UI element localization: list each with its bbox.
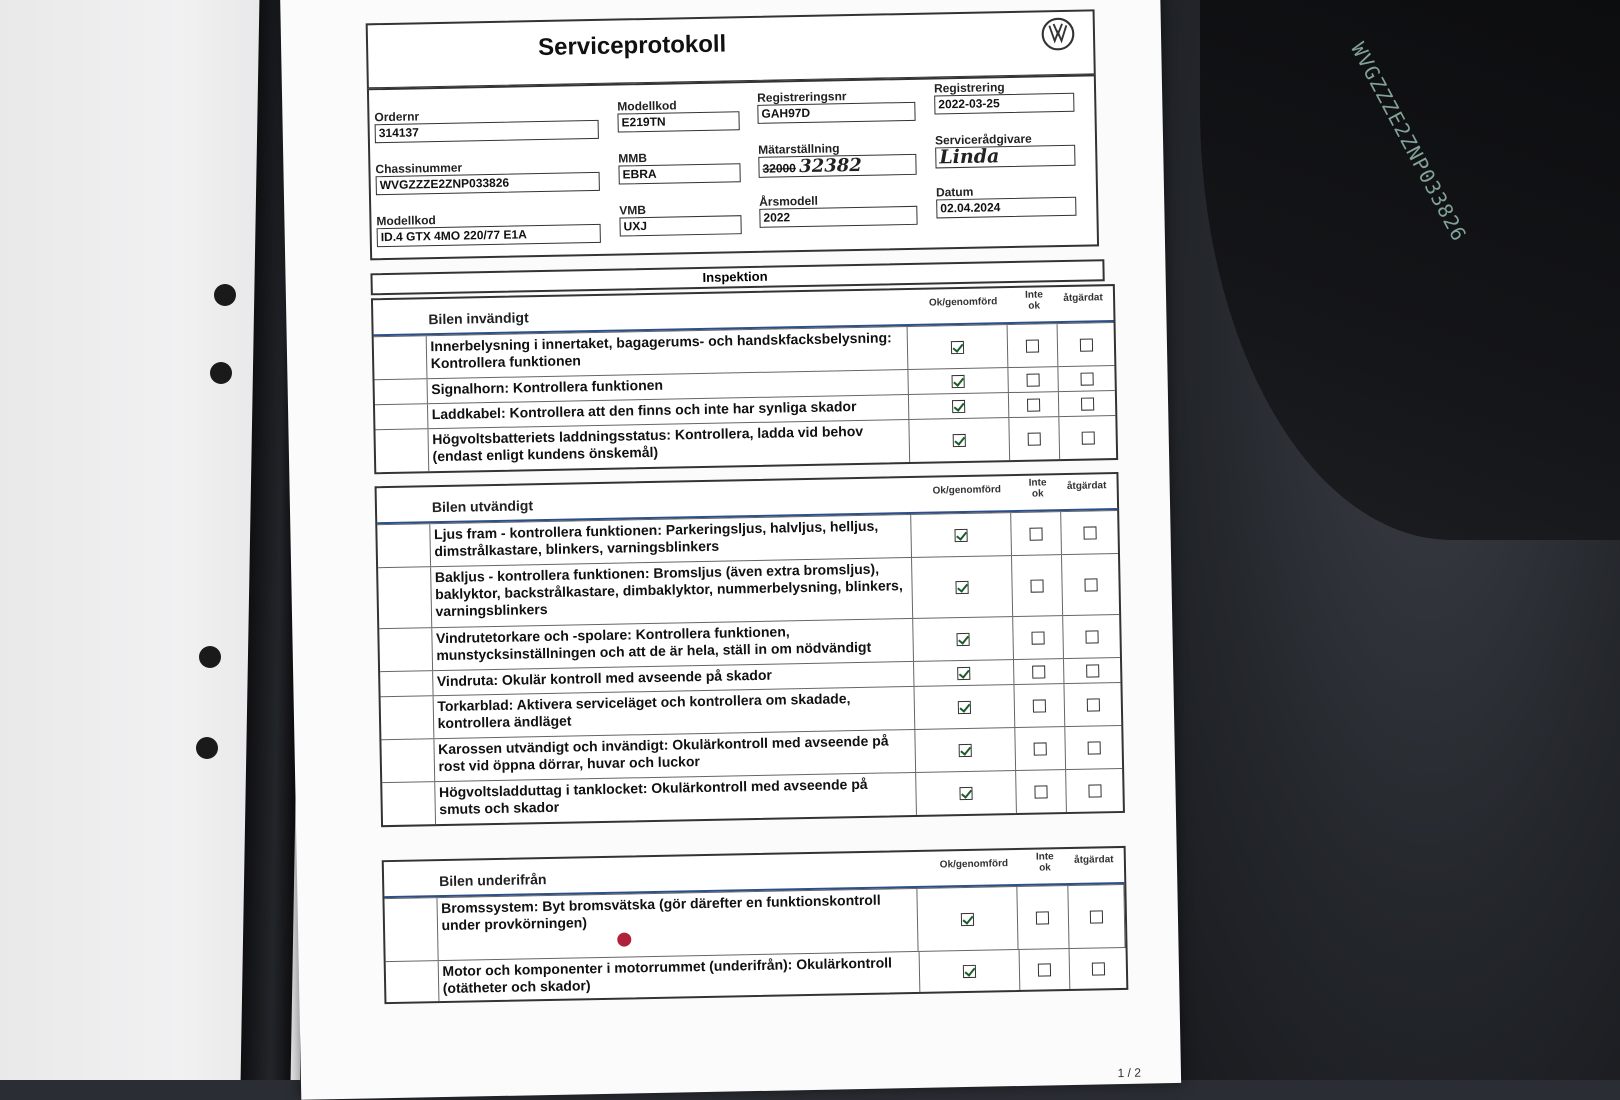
not-ok-checkbox[interactable]: [1035, 785, 1048, 798]
fixed-checkbox[interactable]: [1087, 741, 1100, 754]
col-ok-header: Ok/genomförd: [939, 858, 1009, 871]
section-2: [382, 846, 1129, 1004]
registreringsnr-field: Registreringsnr GAH97D: [757, 88, 916, 124]
not-ok-checkbox[interactable]: [1026, 339, 1039, 352]
row-text: Bakljus - kontrollera funktionen: Bromsljus (även extra bromsljus), baklyktor, backstrålkastare, dimbaklyktor, nummerbelysning, blinkers, varningsblinkers: [431, 558, 913, 627]
col-fixed-header: åtgärdat: [1074, 854, 1114, 866]
matarstallning-field: Mätarställning 32000 32382: [758, 140, 917, 178]
servicerodgivare-field: Servicerådgivare Linda: [935, 131, 1076, 169]
ok-checkbox[interactable]: [959, 786, 972, 799]
row-text: Signalhorn: Kontrollera funktionen: [427, 370, 908, 403]
ok-checkbox[interactable]: [951, 340, 964, 353]
not-ok-checkbox[interactable]: [1027, 373, 1040, 386]
binder-hole: [196, 737, 218, 759]
binder-hole: [210, 362, 232, 384]
ok-checkbox[interactable]: [952, 399, 965, 412]
arsmodell-value: 2022: [759, 206, 917, 228]
car-windshield: [1200, 0, 1620, 540]
ok-checkbox[interactable]: [958, 743, 971, 756]
ok-checkbox[interactable]: [951, 374, 964, 387]
row-text: Karossen utvändigt och invändigt: Okulärkontroll med avseende på rost vid öppna dörrar, huvar och luckor: [434, 730, 916, 781]
fixed-checkbox[interactable]: [1080, 338, 1093, 351]
vmb-field: VMB UXJ: [619, 201, 742, 236]
row-text: Ljus fram - kontrollera funktionen: Parkeringsljus, halvljus, helljus, dimstrålkastare, blinkers, varningsblinkers: [430, 515, 912, 566]
page-number: 1 / 2: [1117, 1065, 1142, 1081]
page-title: Serviceprotokoll: [537, 30, 727, 62]
datum-value: 02.04.2024: [936, 197, 1076, 219]
col-not-ok-header: Inte ok: [1025, 289, 1043, 312]
not-ok-checkbox[interactable]: [1027, 398, 1040, 411]
ok-checkbox[interactable]: [963, 964, 976, 977]
col-ok-header: Ok/genomförd: [928, 296, 998, 309]
col-not-ok-header: Inte ok: [1028, 477, 1047, 500]
row-text: Vindruta: Okulär kontroll med avseende på skador: [433, 662, 914, 695]
fixed-checkbox[interactable]: [1088, 784, 1101, 797]
modellkod-value: E219TN: [617, 111, 739, 132]
not-ok-checkbox[interactable]: [1032, 631, 1045, 644]
fixed-checkbox[interactable]: [1092, 962, 1105, 975]
vmb-value: UXJ: [619, 215, 741, 236]
modellkod-long-value: ID.4 GTX 4MO 220/77 E1A: [377, 224, 601, 247]
ok-checkbox[interactable]: [957, 666, 970, 679]
col-fixed-header: åtgärdat: [1066, 480, 1107, 492]
servicerodgivare-handwritten: Linda: [939, 145, 1000, 169]
row-text: Laddkabel: Kontrollera att den finns och inte har synliga skador: [428, 395, 909, 428]
row-text: Motor och komponenter i motorrummet (underifrån): Okulärkontroll (otätheter och skador): [438, 952, 920, 1001]
col-ok-header: Ok/genomförd: [932, 484, 1002, 497]
section-title: Bilen invändigt: [428, 309, 529, 328]
row-text: Högvoltsbatteriets laddningsstatus: Kontrollera, ladda vid behov (endast enligt kundens önskemål): [428, 420, 910, 471]
section-title: Bilen underifrån: [438, 871, 547, 890]
modellkod-long-field: Modellkod ID.4 GTX 4MO 220/77 E1A: [376, 210, 601, 247]
mmb-value: EBRA: [618, 163, 740, 184]
service-protocol-sheet: [280, 0, 1181, 1100]
fixed-checkbox[interactable]: [1081, 397, 1094, 410]
datum-field: Datum 02.04.2024: [936, 183, 1077, 219]
ordernr-field: Ordernr 314137: [374, 106, 599, 143]
header-fields-box: [367, 74, 1099, 260]
arsmodell-field: Årsmodell 2022: [759, 192, 918, 228]
vin-plate: WVGZZZE2ZNP033826: [1346, 38, 1472, 246]
ok-checkbox[interactable]: [954, 528, 967, 541]
vw-logo-icon: [1041, 17, 1076, 52]
not-ok-checkbox[interactable]: [1028, 432, 1041, 445]
section-1: [375, 472, 1125, 827]
col-not-ok-header: Inte ok: [1035, 851, 1054, 874]
matarstallning-value: [758, 154, 916, 178]
row-text: Innerbelysning i innertaket, bagagerums- och handskfacksbelysning: Kontrollera funktionen: [426, 327, 908, 378]
ok-checkbox[interactable]: [952, 433, 965, 446]
chassinummer-value: WVGZZZE2ZNP033826: [376, 172, 600, 195]
fixed-checkbox[interactable]: [1090, 910, 1103, 923]
servicerodgivare-value: [935, 145, 1075, 169]
registrering-field: Registrering 2022-03-25: [934, 79, 1075, 115]
fixed-checkbox[interactable]: [1086, 664, 1099, 677]
row-text: Högvoltsladduttag i tanklocket: Okulärkontroll med avseende på smuts och skador: [435, 773, 917, 824]
fixed-checkbox[interactable]: [1084, 578, 1097, 591]
not-ok-checkbox[interactable]: [1038, 963, 1051, 976]
section-0: [371, 284, 1118, 474]
binder-hole: [199, 646, 221, 668]
fixed-checkbox[interactable]: [1083, 526, 1096, 539]
not-ok-checkbox[interactable]: [1034, 742, 1047, 755]
binder-hole: [214, 284, 236, 306]
ordernr-value: 314137: [375, 120, 599, 143]
not-ok-checkbox[interactable]: [1036, 911, 1049, 924]
row-text: Torkarblad: Aktivera serviceläget och kontrollera om skadade, kontrollera ändläget: [433, 687, 915, 738]
car-background: [1140, 0, 1620, 1080]
inspection-title: Inspektion: [702, 268, 768, 285]
ok-checkbox[interactable]: [955, 580, 968, 593]
chassinummer-field: Chassinummer WVGZZZE2ZNP033826: [375, 158, 600, 195]
fixed-checkbox[interactable]: [1080, 372, 1093, 385]
not-ok-checkbox[interactable]: [1033, 699, 1046, 712]
registrering-value: 2022-03-25: [934, 93, 1074, 115]
ok-checkbox[interactable]: [961, 912, 974, 925]
row-text: Bromssystem: Byt bromsvätska (gör därefter en funktionskontroll under provkörningen): [437, 889, 919, 960]
mmb-field: MMB EBRA: [618, 149, 741, 184]
section-title: Bilen utvändigt: [431, 497, 534, 516]
col-fixed-header: åtgärdat: [1063, 292, 1103, 305]
not-ok-checkbox[interactable]: [1030, 527, 1043, 540]
not-ok-checkbox[interactable]: [1032, 665, 1045, 678]
fixed-checkbox[interactable]: [1085, 630, 1098, 643]
matarstallning-struck: 32000: [762, 161, 797, 176]
registreringsnr-value: GAH97D: [757, 102, 915, 124]
ok-checkbox[interactable]: [956, 632, 969, 645]
not-ok-checkbox[interactable]: [1031, 579, 1044, 592]
row-text: Vindrutetorkare och -spolare: Kontrollera funktionen, munstycksinställningen och att de är hela, ställ in om nödvändigt: [432, 619, 914, 670]
fixed-checkbox[interactable]: [1081, 431, 1094, 444]
modellkod-field: Modellkod E219TN: [617, 97, 740, 132]
ok-checkbox[interactable]: [958, 700, 971, 713]
fixed-checkbox[interactable]: [1086, 698, 1099, 711]
matarstallning-handwritten: 32382: [799, 154, 863, 178]
